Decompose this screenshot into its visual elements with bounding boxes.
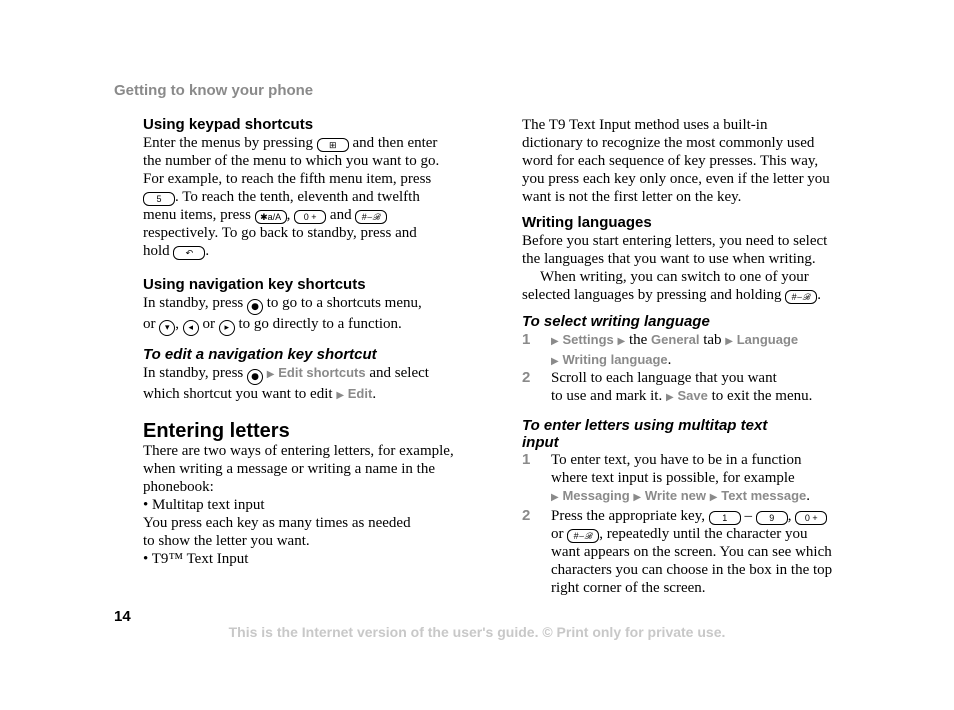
- key-1-icon: 1: [709, 511, 741, 525]
- menu-path-edit: Edit: [347, 386, 373, 401]
- footer-notice: This is the Internet version of the user's guide. © Print only for private use.: [228, 624, 726, 640]
- arrow-icon: ▶: [617, 336, 626, 347]
- hash-key-icon: #⌣ℬ: [355, 210, 387, 224]
- multitap-heading: To enter letters using multitap text input: [522, 417, 768, 451]
- edit-shortcut-heading: To edit a navigation key shortcut: [143, 346, 377, 363]
- back-key-icon: ↶: [173, 246, 205, 260]
- menu-key-icon: ⊞: [317, 138, 349, 152]
- list-item: • T9™ Text Input: [143, 551, 249, 567]
- joystick-press-icon: ●: [247, 369, 263, 385]
- entering-letters-heading: Entering letters: [143, 420, 290, 442]
- writing-languages-text: Before you start entering letters, you need to select the languages that you want to use when writing. When writing, you can switch to one of your selected languages by pressing and holding #⌣ℬ .: [522, 233, 828, 303]
- key-9-icon: 9: [756, 511, 788, 525]
- step-number: 1: [522, 451, 531, 468]
- joystick-down-icon: ▾: [159, 320, 175, 336]
- t9-description: The T9 Text Input method uses a built-in dictionary to recognize the most commonly used word for each sequence of key presses. This way, you press each key only once, even if the letter you want is not the first letter on the key.: [522, 117, 830, 205]
- step-number: 2: [522, 369, 531, 386]
- arrow-icon: ▶: [551, 356, 559, 367]
- menu-path-messaging: Messaging: [562, 488, 630, 503]
- arrow-icon: ▶: [551, 336, 559, 347]
- step-number: 1: [522, 331, 531, 348]
- arrow-icon: ▶: [551, 492, 559, 503]
- menu-path-edit-shortcuts: Edit shortcuts: [278, 365, 366, 380]
- hash-key-icon: #⌣ℬ: [785, 290, 817, 304]
- keypad-shortcuts-text: Enter the menus by pressing ⊞ and then enter the number of the menu to which you want to go. For example, to reach the fifth menu item, press 5 . To reach the tenth, eleventh and twelfth menu items, press ✱a/A , 0 + and #⌣ℬ respectively. To go back to standby, press and hold ↶ .: [143, 135, 440, 259]
- menu-path-general: General: [651, 332, 700, 347]
- section-header: Getting to know your phone: [114, 82, 314, 99]
- writing-languages-heading: Writing languages: [522, 214, 652, 231]
- hash-key-icon: #⌣ℬ: [567, 529, 599, 543]
- joystick-right-icon: ▸: [219, 320, 235, 336]
- nav-shortcuts-heading: Using navigation key shortcuts: [143, 276, 366, 293]
- select-language-steps: 1 ▶ Settings ▶ the General tab ▶ Language ▶ Writing language. 2 Scroll to each language that you want to use and mark it. ▶ Save to exit the menu.: [522, 331, 813, 404]
- entering-letters-text: There are two ways of entering letters, for example, when writing a message or writing a name in the phonebook: • Multitap text input You press each key as many times as needed to show the letter you want. • T9™ Text Input: [143, 443, 454, 567]
- multitap-steps: 1 To enter text, you have to be in a function where text input is possible, for example ▶ Messaging ▶ Write new ▶ Text message. 2 Press the appropriate key, 1 – 9 , 0 + or #⌣ℬ , repeatedly until the character you want appears on the screen. You can see which characters you can choose in the box in the top right corner of the screen.: [522, 451, 833, 596]
- keypad-shortcuts-heading: Using keypad shortcuts: [143, 116, 314, 133]
- key-0-icon: 0 +: [294, 210, 326, 224]
- key-0-icon: 0 +: [795, 511, 827, 525]
- menu-path-writing-language: Writing language: [562, 352, 668, 367]
- joystick-left-icon: ◂: [183, 320, 199, 336]
- star-key-icon: ✱a/A: [255, 210, 287, 224]
- menu-path-text-message: Text message: [721, 488, 807, 503]
- arrow-icon: ▶: [725, 336, 733, 347]
- arrow-icon: ▶: [633, 492, 642, 503]
- nav-shortcuts-text: In standby, press ● to go to a shortcuts menu, or ▾ , ◂ or ▸ to go directly to a function.: [143, 294, 422, 336]
- edit-shortcut-text: In standby, press ● ▶ Edit shortcuts and select which shortcut you want to edit ▶ Edit.: [143, 365, 429, 402]
- list-item: • Multitap text input: [143, 497, 265, 513]
- arrow-icon: ▶: [709, 492, 718, 503]
- menu-path-save: Save: [677, 388, 708, 403]
- arrow-icon: ▶: [665, 392, 674, 403]
- select-language-heading: To select writing language: [522, 313, 710, 330]
- joystick-press-icon: ●: [247, 299, 263, 315]
- arrow-icon: ▶: [266, 369, 275, 380]
- step-number: 2: [522, 507, 531, 524]
- key-5-icon: 5: [143, 192, 175, 206]
- menu-path-write-new: Write new: [644, 488, 707, 503]
- menu-path-settings: Settings: [562, 332, 614, 347]
- menu-path-language: Language: [736, 332, 799, 347]
- page-number: 14: [114, 608, 131, 625]
- arrow-icon: ▶: [336, 390, 345, 401]
